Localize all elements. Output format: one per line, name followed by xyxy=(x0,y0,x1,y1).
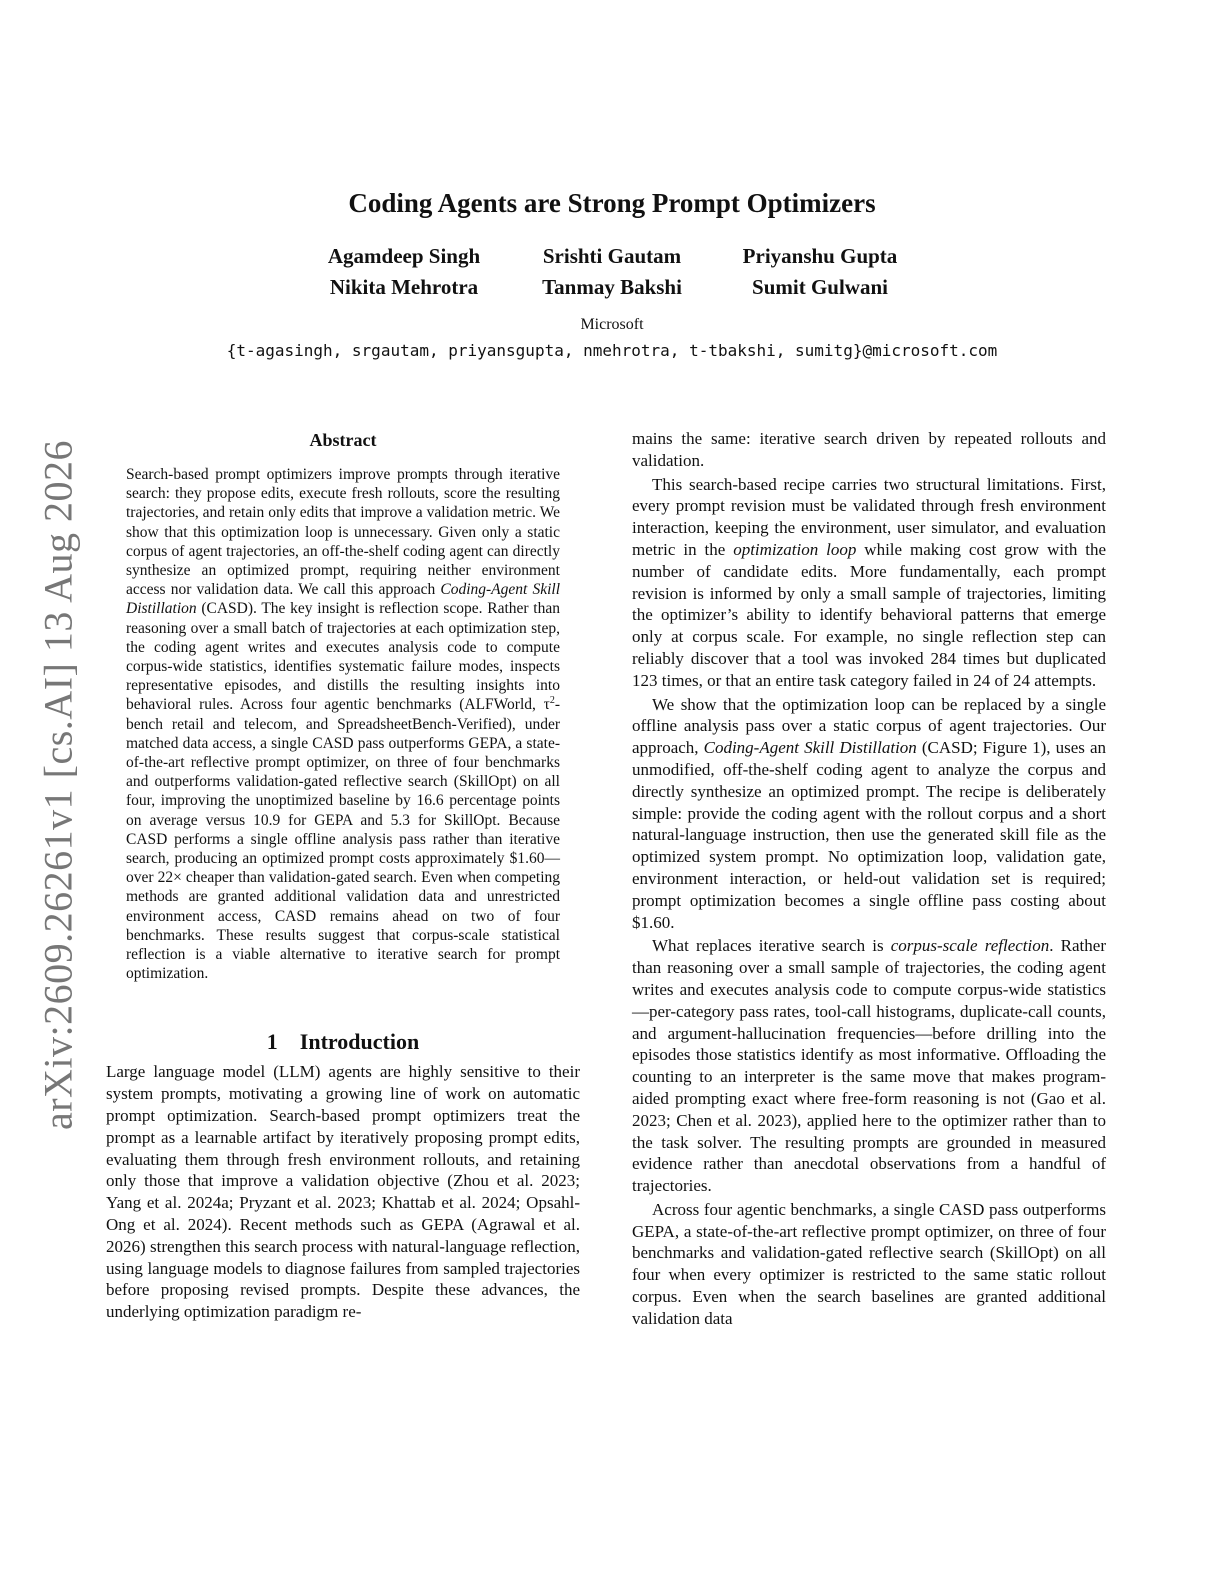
section-heading-introduction xyxy=(106,1029,580,1055)
arxiv-identifier: arXiv:2609.26261v1 [cs.AI] 13 Aug 2026 xyxy=(35,439,81,1131)
author-name: Agamdeep Singh xyxy=(327,244,481,268)
author-name: Srishti Gautam xyxy=(542,244,682,268)
right-column xyxy=(632,428,1106,1330)
paragraph-results: Across four agentic benchmarks, a single CASD pass outperforms GEPA, a state-of-the-art reflective prompt optimizer, on three of four benchmarks and validation-gated reflective search (SkillOpt) on all four when every optimizer is restricted to the same static rollout corpus. Even when the search baselines are granted additional validation data xyxy=(632,1199,1106,1328)
author-name: Priyanshu Gupta xyxy=(742,244,898,268)
author-name: Sumit Gulwani xyxy=(752,275,888,299)
paragraph-limitations: This search-based recipe carries two structural limitations. First, every prompt revision must be validated through fresh environment interaction, keeping the environment, user simulator, and evaluation metric in the optimization loop while making cost grow with the number of candidate edits. More fundamentally, each prompt revision is informed by only a small sample of trajectories, limiting the optimizer’s ability to identify behavioral patterns that emerge only at corpus scale. For example, no single reflection step can reliably discover that a tool was invoked 284 times but duplicated 123 times, or that an entire task category failed in 24 of 24 attempts. xyxy=(632,474,1107,690)
abstract-text: Search-based prompt optimizers improve prompts through iterative search: they propose edits, execute fresh rollouts, score the resulting trajectories, and retain only edits that improve a validation metric. We show that this optimization loop is unnecessary. Given only a static corpus of agent trajectories, an off-the-shelf coding agent can directly synthesize an optimized prompt, requiring neither environment access nor validation data. We call this approach Coding-Agent Skill Distillation (CASD). The key insight is reflection scope. Rather than reasoning over a small batch of trajectories at each optimization step, the coding agent writes and executes analysis code to compute corpus-wide statistics, identifies systematic failure modes, inspects representative episodes, and distills the resulting insights into behavioral rules. Across four agentic benchmarks (ALFWorld, $\tau^2$-bench retail and telecom, and SpreadsheetBench-Verified), under matched data access, a single CASD pass outperforms GEPA, a state-of-the-art reflective prompt optimizer, on three of four benchmarks and outperforms validation-gated reflective search (SkillOpt) on all four, improving the unoptimized baseline by 16.6 percentage points on average versus 10.9 for GEPA and 5.3 for SkillOpt. Because CASD performs a single offline analysis pass rather than iterative search, producing an optimized prompt costs approximately $1.60—over 22× cheaper than validation-gated search. Even when competing methods are granted additional validation data and unrestricted environment access, CASD remains ahead on two of four benchmarks. These results suggest that corpus-scale statistical reflection is a viable alternative to iterative search for prompt optimization. xyxy=(126,466,560,983)
affiliation: Microsoft xyxy=(580,316,644,333)
author-emails: {t-agasingh, srgautam, priyansgupta, nmehrotra, t-tbakshi, sumitg}@microsoft.com xyxy=(226,341,998,360)
paragraph-continuation: mains the same: iterative search driven by repeated rollouts and validation. xyxy=(632,429,1106,470)
paragraph-approach: We show that the optimization loop can be replaced by a single offline analysis pass over a static corpus of agent trajectories. Our approach, Coding-Agent Skill Distillation (CASD; Figure 1), uses an unmodified, off-the-shelf coding agent to analyze the corpus and directly synthesize an optimized prompt. The recipe is deliberately simple: provide the coding agent with the rollout corpus and a short natural-language instruction, then use the generated skill file as the optimized system prompt. No optimization loop, validation gate, environment interaction, or held-out validation set is required; prompt optimization becomes a single offline pass costing about $1.60. xyxy=(632,694,1106,932)
left-column xyxy=(106,428,580,1323)
paragraph-corpus-reflection: What replaces iterative search is corpus-scale reflection. Rather than reasoning over a small sample of trajectories, the coding agent writes and executes analysis code to compute corpus-wide statistics—per-category pass rates, tool-call histograms, duplicate-call counts, and argument-hallucination frequencies—before drilling into the episodes those statistics identify as most informative. Offloading the counting to an interpreter is the same move that makes program-aided prompting exact where free-form reasoning is not (Gao et al. 2023; Chen et al. 2023), applied here to the optimizer rather than to the task solver. The resulting prompts are grounded in measured evidence rather than anecdotal observations from a handful of trajectories. xyxy=(632,936,1106,1196)
author-list xyxy=(300,244,924,300)
section-title: Introduction xyxy=(299,1029,420,1055)
intro-paragraph: Large language model (LLM) agents are highly sensitive to their system prompts, motivating a growing line of work on automatic prompt optimization. Search-based prompt optimizers treat the prompt as a learnable artifact by iteratively proposing prompt edits, evaluating them through fresh environment rollouts, and retaining only those that improve a validation objective (Zhou et al. 2023; Yang et al. 2024a; Pryzant et al. 2023; Khattab et al. 2024; Opsahl-Ong et al. 2024). Recent methods such as GEPA (Agrawal et al. 2026) strengthen this search process with natural-language reflection, using language models to diagnose failures from sampled trajectories before proposing revised prompts. Despite these advances, the underlying optimization paradigm re- xyxy=(106,1062,580,1322)
arxiv-side-stamp xyxy=(32,440,84,1130)
paper-title: Coding Agents are Strong Prompt Optimizers xyxy=(348,188,876,218)
abstract-heading: Abstract xyxy=(309,430,377,450)
author-name: Tanmay Bakshi xyxy=(542,275,682,299)
author-name: Nikita Mehrotra xyxy=(329,275,479,299)
section-number: 1 xyxy=(266,1029,278,1055)
